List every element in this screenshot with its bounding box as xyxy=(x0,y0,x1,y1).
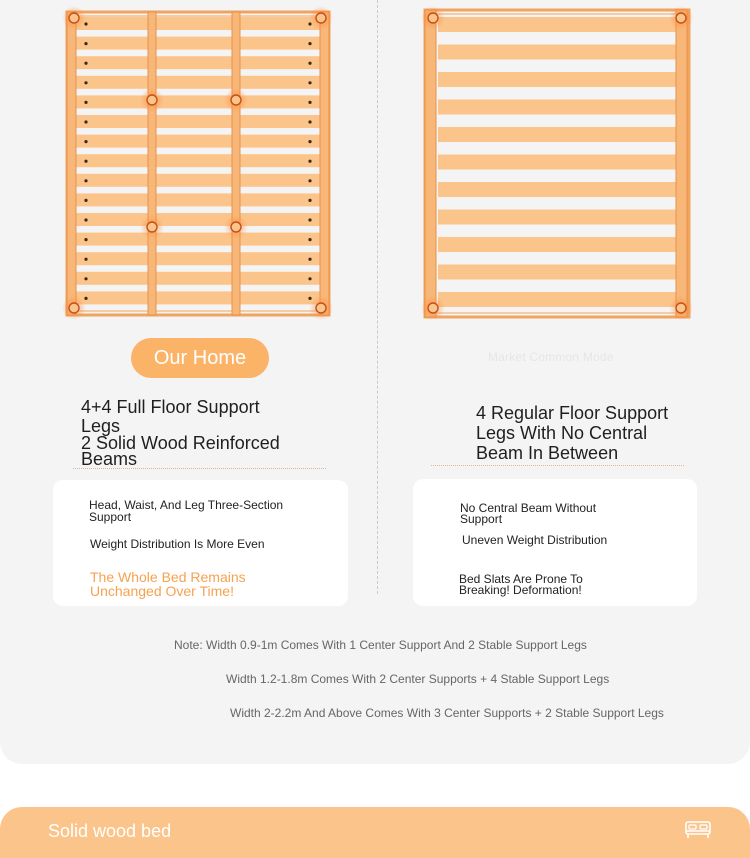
screw-dot xyxy=(84,81,87,84)
bed-slat xyxy=(438,17,676,32)
screw-dot xyxy=(84,277,87,280)
bed-slat xyxy=(72,17,324,30)
benefit-text: Unchanged Over Time! xyxy=(90,583,234,599)
screw-dot xyxy=(308,42,311,45)
drawback-highlight xyxy=(459,574,583,596)
screw-dot xyxy=(84,238,87,241)
bed-slat xyxy=(72,193,324,206)
benefit-item xyxy=(89,499,283,523)
support-note: Width 1.2-1.8m Comes With 2 Center Supports + 4 Stable Support Legs xyxy=(226,672,610,686)
heading-line: Legs With No Central xyxy=(476,423,648,443)
screw-dot xyxy=(84,218,87,221)
heading-line: 4+4 Full Floor Support xyxy=(81,397,260,417)
bed-slat xyxy=(438,127,676,142)
heading-line: Beam In Between xyxy=(476,443,619,463)
benefit-text: Head, Waist, And Leg Three-Section xyxy=(89,498,284,512)
bed-slat xyxy=(72,135,324,148)
screw-dot xyxy=(308,62,311,65)
screw-dot xyxy=(308,81,311,84)
bed-slat xyxy=(438,265,676,280)
screw-dot xyxy=(84,160,87,163)
benefit-text: The Whole Bed Remains xyxy=(90,569,246,585)
bed-slat xyxy=(72,233,324,246)
support-leg xyxy=(676,13,686,23)
drawback-text: Support xyxy=(460,512,503,526)
screw-dot xyxy=(308,179,311,182)
screw-dot xyxy=(84,140,87,143)
screw-dot xyxy=(308,297,311,300)
bed-slat xyxy=(438,45,676,60)
screw-dot xyxy=(308,140,311,143)
screw-dot xyxy=(308,238,311,241)
support-leg xyxy=(676,303,686,313)
market-common-mode-label: Market Common Mode xyxy=(488,350,614,364)
support-leg xyxy=(147,222,157,232)
drawback-text: No Central Beam Without xyxy=(460,501,597,515)
screw-dot xyxy=(308,218,311,221)
bed-slat xyxy=(72,95,324,108)
drawback-text: Breaking! Deformation! xyxy=(459,583,582,597)
bed-slat xyxy=(72,174,324,187)
screw-dot xyxy=(84,258,87,261)
our-home-badge: Our Home xyxy=(131,338,269,378)
benefit-text: Support xyxy=(89,510,132,524)
heading-line: 4 Regular Floor Support xyxy=(476,403,669,423)
bed-slat xyxy=(72,291,324,304)
bed-slat xyxy=(72,272,324,285)
drawback-item xyxy=(460,503,596,525)
bed-slat xyxy=(438,237,676,252)
bed-icon xyxy=(684,819,712,841)
bed-slat xyxy=(72,154,324,167)
market-mode-drawbacks-card xyxy=(413,479,697,606)
our-home-benefits-card xyxy=(53,480,348,606)
screw-dot xyxy=(308,199,311,202)
screw-dot xyxy=(84,101,87,104)
bed-slat xyxy=(72,37,324,50)
support-leg xyxy=(231,222,241,232)
center-divider xyxy=(377,0,378,594)
screw-dot xyxy=(84,120,87,123)
screw-dot xyxy=(308,258,311,261)
bed-slat xyxy=(438,292,676,307)
support-note: Note: Width 0.9-1m Comes With 1 Center Support And 2 Stable Support Legs xyxy=(174,638,587,652)
screw-dot xyxy=(84,199,87,202)
bed-slat xyxy=(438,72,676,87)
support-leg xyxy=(69,303,79,313)
screw-dot xyxy=(308,160,311,163)
support-leg xyxy=(316,13,326,23)
heading-line: Legs xyxy=(81,416,121,436)
drawback-item: Uneven Weight Distribution xyxy=(462,533,608,547)
bed-slat xyxy=(72,76,324,89)
bed-slat xyxy=(438,155,676,170)
heading-line: Beams xyxy=(81,449,138,469)
support-leg xyxy=(428,303,438,313)
market-mode-frame-diagram xyxy=(408,0,708,320)
bed-slat xyxy=(438,182,676,197)
screw-dot xyxy=(84,179,87,182)
bed-slat xyxy=(72,115,324,128)
support-leg xyxy=(428,13,438,23)
screw-dot xyxy=(84,62,87,65)
heading-line: 2 Solid Wood Reinforced xyxy=(81,433,280,453)
support-leg xyxy=(316,303,326,313)
screw-dot xyxy=(84,42,87,45)
screw-dot xyxy=(84,297,87,300)
bed-slat xyxy=(438,210,676,225)
market-mode-heading xyxy=(476,403,668,463)
bed-slat xyxy=(72,56,324,69)
heading-underline xyxy=(431,465,684,466)
our-home-frame-diagram xyxy=(50,0,350,320)
our-home-heading xyxy=(81,398,280,469)
screw-dot xyxy=(308,277,311,280)
screw-dot xyxy=(308,101,311,104)
screw-dot xyxy=(308,120,311,123)
benefit-item: Weight Distribution Is More Even xyxy=(90,537,265,551)
support-leg xyxy=(147,95,157,105)
benefit-highlight xyxy=(90,570,246,598)
section-header-bar xyxy=(0,807,750,858)
bed-slat xyxy=(438,100,676,115)
section-title: Solid wood bed xyxy=(48,821,172,841)
heading-underline xyxy=(73,468,326,469)
support-note: Width 2-2.2m And Above Comes With 3 Center Supports + 2 Stable Support Legs xyxy=(230,706,664,720)
support-leg xyxy=(231,95,241,105)
bed-slat xyxy=(72,252,324,265)
bed-slat xyxy=(72,213,324,226)
drawback-text: Bed Slats Are Prone To xyxy=(459,572,583,586)
support-leg xyxy=(69,13,79,23)
